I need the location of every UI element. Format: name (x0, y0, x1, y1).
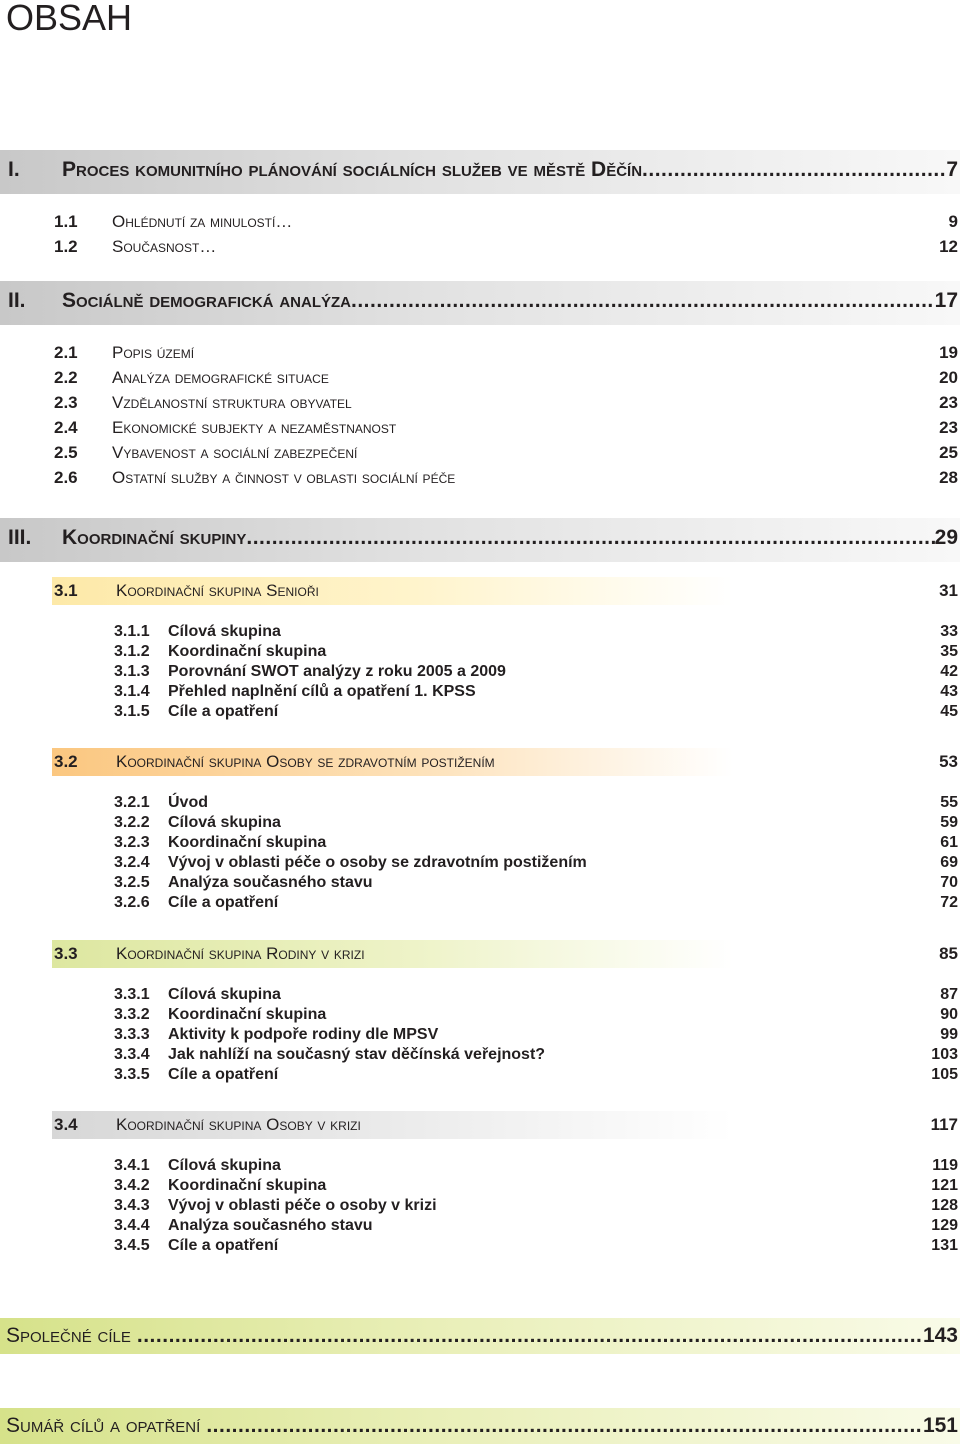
item-label: Přehled naplnění cílů a opatření 1. KPSS (168, 683, 476, 700)
group-page: 117 (930, 1115, 958, 1134)
item-label: Cíle a opatření (168, 1237, 279, 1254)
item-number: 3.4.4 (114, 1217, 150, 1234)
item-number: 3.3.4 (114, 1046, 150, 1063)
part-number: II. (8, 289, 26, 312)
section-page: 12 (939, 237, 958, 256)
section-number: 2.4 (54, 418, 78, 437)
item-page: 33 (940, 623, 958, 640)
item-page: 131 (931, 1237, 958, 1254)
toc-section-1-1[interactable] (0, 212, 960, 237)
toc-section-2-6[interactable] (0, 468, 960, 493)
part-number: I. (8, 158, 20, 181)
section-number: 2.2 (54, 368, 78, 387)
item-label: Cíle a opatření (168, 703, 279, 720)
part-label: Koordinační skupiny (62, 526, 247, 549)
item-page: 70 (940, 874, 958, 891)
item-label: Koordinační skupina (168, 643, 327, 660)
toc-item-3-2-4[interactable] (0, 854, 960, 874)
item-page: 42 (940, 663, 958, 680)
closing-label: Sumář cílů a opatření (6, 1414, 201, 1437)
toc-item-3-1-2[interactable] (0, 643, 960, 663)
item-page: 55 (940, 794, 958, 811)
section-page: 9 (948, 212, 958, 231)
part-page: 7 (946, 158, 958, 181)
section-page: 20 (939, 368, 958, 387)
toc-item-3-1-4[interactable] (0, 683, 960, 703)
toc-item-3-4-3[interactable] (0, 1197, 960, 1217)
item-label: Koordinační skupina (168, 834, 327, 851)
page-title: OBSAH (6, 0, 133, 38)
toc-group-3-2[interactable] (52, 748, 960, 776)
dot-leader (137, 1324, 923, 1348)
item-page: 103 (931, 1046, 958, 1063)
dot-leader (351, 289, 935, 313)
item-label: Aktivity k podpoře rodiny dle MPSV (168, 1026, 439, 1043)
item-number: 3.1.5 (114, 703, 150, 720)
item-number: 3.2.3 (114, 834, 150, 851)
section-page: 23 (939, 393, 958, 412)
item-label: Cílová skupina (168, 986, 281, 1003)
group-page: 85 (939, 944, 958, 963)
item-page: 69 (940, 854, 958, 871)
group-label: Koordinační skupina Osoby v krizi (116, 1115, 361, 1134)
section-page: 25 (939, 443, 958, 462)
item-page: 90 (940, 1006, 958, 1023)
toc-part-3[interactable] (0, 518, 960, 562)
item-page: 129 (931, 1217, 958, 1234)
item-page: 99 (940, 1026, 958, 1043)
item-label: Analýza současného stavu (168, 1217, 373, 1234)
dot-leader (642, 158, 946, 182)
item-number: 3.1.2 (114, 643, 150, 660)
item-label: Jak nahlíží na současný stav děčínská veřejnost? (168, 1046, 546, 1063)
section-label: Vzdělanostní struktura obyvatel (112, 393, 352, 412)
item-label: Cíle a opatření (168, 894, 279, 911)
item-number: 3.4.3 (114, 1197, 150, 1214)
toc-shared-goals[interactable] (0, 1318, 960, 1354)
section-page: 28 (939, 468, 958, 487)
item-number: 3.3.1 (114, 986, 150, 1003)
section-label: Popis území (112, 343, 195, 362)
toc-part-2[interactable] (0, 281, 960, 325)
toc-item-3-3-2[interactable] (0, 1006, 960, 1026)
toc-item-3-4-5[interactable] (0, 1237, 960, 1257)
toc-item-3-3-1[interactable] (0, 986, 960, 1006)
item-page: 105 (931, 1066, 958, 1083)
item-label: Vývoj v oblasti péče o osoby v krizi (168, 1197, 437, 1214)
item-number: 3.4.5 (114, 1237, 150, 1254)
item-label: Analýza současného stavu (168, 874, 373, 891)
section-label: Vybavenost a sociální zabezpečení (112, 443, 358, 462)
toc-section-2-1[interactable] (0, 343, 960, 368)
part-page: 17 (934, 289, 958, 312)
item-number: 3.2.1 (114, 794, 150, 811)
toc-part-1[interactable] (0, 150, 960, 194)
part-page: 29 (934, 526, 958, 549)
dot-leader (246, 526, 934, 550)
toc-group-3-3[interactable] (52, 940, 960, 968)
item-label: Porovnání SWOT analýzy z roku 2005 a 2009 (168, 663, 506, 680)
section-label: Současnost… (112, 237, 217, 256)
section-number: 2.5 (54, 443, 78, 462)
section-number: 2.6 (54, 468, 78, 487)
item-label: Cílová skupina (168, 814, 281, 831)
item-number: 3.3.2 (114, 1006, 150, 1023)
item-number: 3.1.4 (114, 683, 150, 700)
dot-leader (206, 1414, 923, 1438)
item-label: Cílová skupina (168, 1157, 281, 1174)
section-label: Ostatní služby a činnost v oblasti sociální péče (112, 468, 456, 487)
item-page: 119 (932, 1157, 958, 1174)
part-label: Proces komunitního plánování sociálních služeb ve městě Děčín (62, 158, 643, 181)
section-page: 19 (939, 343, 958, 362)
toc-item-3-4-4[interactable] (0, 1217, 960, 1237)
item-number: 3.1.1 (114, 623, 150, 640)
toc-item-3-2-5[interactable] (0, 874, 960, 894)
toc-item-3-4-2[interactable] (0, 1177, 960, 1197)
item-label: Koordinační skupina (168, 1177, 327, 1194)
toc-item-3-3-4[interactable] (0, 1046, 960, 1066)
item-label: Cíle a opatření (168, 1066, 279, 1083)
item-label: Vývoj v oblasti péče o osoby se zdravotním postižením (168, 854, 587, 871)
toc-item-3-1-1[interactable] (0, 623, 960, 643)
group-label: Koordinační skupina Senioři (116, 581, 319, 600)
item-label: Cílová skupina (168, 623, 281, 640)
item-page: 35 (940, 643, 958, 660)
item-page: 121 (931, 1177, 958, 1194)
toc-item-3-2-6[interactable] (0, 894, 960, 914)
toc-section-1-2[interactable] (0, 237, 960, 262)
toc-item-3-2-2[interactable] (0, 814, 960, 834)
closing-label: Společné cíle (6, 1324, 131, 1347)
part-label: Sociálně demografická analýza (62, 289, 351, 312)
group-label: Koordinační skupina Osoby se zdravotním postižením (116, 752, 495, 771)
toc-item-3-1-5[interactable] (0, 703, 960, 723)
toc-goals-summary[interactable] (0, 1408, 960, 1444)
section-label: Ekonomické subjekty a nezaměstnanost (112, 418, 397, 437)
section-number: 1.2 (54, 237, 78, 256)
toc-section-2-2[interactable] (0, 368, 960, 393)
section-number: 2.1 (54, 343, 78, 362)
section-number: 2.3 (54, 393, 78, 412)
item-number: 3.2.5 (114, 874, 150, 891)
group-number: 3.4 (54, 1115, 78, 1134)
group-number: 3.3 (54, 944, 78, 963)
toc-item-3-4-1[interactable] (0, 1157, 960, 1177)
group-number: 3.2 (54, 752, 78, 771)
item-page: 61 (940, 834, 958, 851)
group-page: 31 (939, 581, 958, 600)
closing-page: 151 (922, 1414, 958, 1437)
item-page: 43 (940, 683, 958, 700)
item-number: 3.3.3 (114, 1026, 150, 1043)
item-number: 3.1.3 (114, 663, 150, 680)
toc-section-2-5[interactable] (0, 443, 960, 468)
section-page: 23 (939, 418, 958, 437)
part-number: III. (8, 526, 32, 549)
item-number: 3.4.1 (114, 1157, 150, 1174)
section-label: Ohlédnutí za minulostí… (112, 212, 293, 231)
toc-item-3-3-3[interactable] (0, 1026, 960, 1046)
toc-group-3-4[interactable] (52, 1111, 960, 1139)
toc-section-2-3[interactable] (0, 393, 960, 418)
item-label: Úvod (168, 794, 208, 811)
item-number: 3.4.2 (114, 1177, 150, 1194)
item-number: 3.2.6 (114, 894, 150, 911)
item-label: Koordinační skupina (168, 1006, 327, 1023)
toc-section-2-4[interactable] (0, 418, 960, 443)
group-page: 53 (939, 752, 958, 771)
item-page: 45 (940, 703, 958, 720)
item-page: 128 (931, 1197, 958, 1214)
group-number: 3.1 (54, 581, 78, 600)
toc-item-3-1-3[interactable] (0, 663, 960, 683)
toc-group-3-1[interactable] (52, 577, 960, 605)
group-label: Koordinační skupina Rodiny v krizi (116, 944, 365, 963)
toc-item-3-2-3[interactable] (0, 834, 960, 854)
section-label: Analýza demografické situace (112, 368, 329, 387)
closing-page: 143 (922, 1324, 958, 1347)
item-number: 3.2.2 (114, 814, 150, 831)
toc-item-3-2-1[interactable] (0, 794, 960, 814)
section-number: 1.1 (54, 212, 78, 231)
item-number: 3.2.4 (114, 854, 150, 871)
toc-item-3-3-5[interactable] (0, 1066, 960, 1086)
item-page: 59 (940, 814, 958, 831)
item-page: 87 (940, 986, 958, 1003)
item-number: 3.3.5 (114, 1066, 150, 1083)
item-page: 72 (940, 894, 958, 911)
